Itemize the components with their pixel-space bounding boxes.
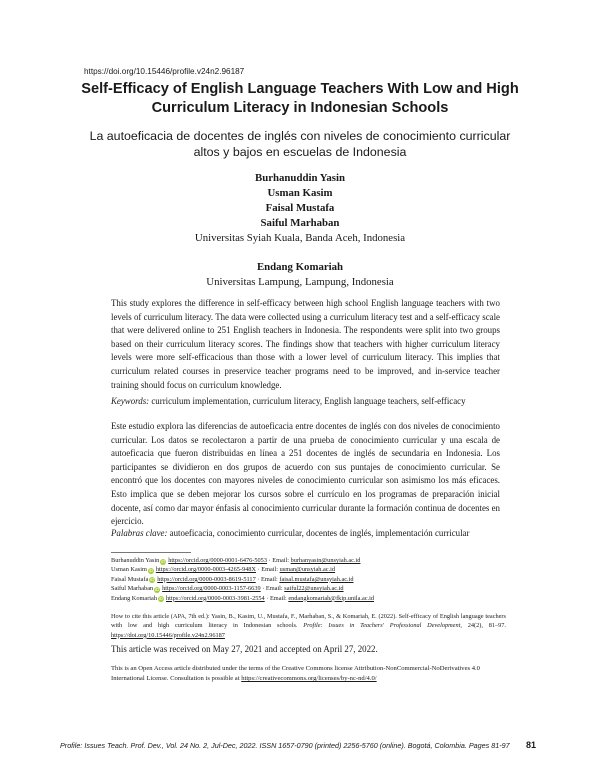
keywords-label: Palabras clave:	[111, 528, 168, 538]
keywords-text: autoeficacia, conocimiento curricular, docentes de inglés, implementación curricular	[169, 528, 470, 538]
footnote-row: Burhanuddin Yasin iD https://orcid.org/0000-0001-6476-5053 · Email: burhanyasin@unsyiah.ac.id	[111, 557, 361, 564]
email-link[interactable]: burhanyasin@unsyiah.ac.id	[290, 557, 361, 564]
page-number: 81	[526, 740, 537, 750]
abstract-en: This study explores the difference in self-efficacy between high school English language teachers with two levels of curriculum literacy. The data were collected using a curriculum literacy test and a self-efficacy scale that were delivered online to 251 English teachers in Indonesia. The respondents were split into two groups based on their curriculum literacy scores. The findings show that teachers with higher curriculum literacy levels were more self-efficacious than those with a lower level of curriculum literacy. This implies that curriculum related courses in preservice teacher programs need to be improved, and in-service teacher training should focus on curriculum knowledge.	[111, 298, 500, 390]
citation-doi-link[interactable]: https://doi.org/10.15446/profile.v24n2.96187	[111, 631, 225, 639]
orcid-link[interactable]: https://orcid.org/0000-0003-8619-5117	[157, 575, 256, 583]
citation-note: How to cite this article (APA, 7th ed.): Yasin, B., Kasim, U., Mustafa, F., Marhaban, S., & Komariah, E. (2022). Self-efficacy of English language teachers with low and high curriculum literacy in Indonesian schools. Profile: Issues in Teachers' Professional Development, 24(2), 81–97. https://doi.org/10.15446/profile.v24n2.96187	[111, 613, 507, 639]
page-footer: Profile: Issues Teach. Prof. Dev., Vol. 24 No. 2, Jul-Dec, 2022. ISSN 1657-0790 (printed) 2256-5760 (online). Bogotá, Colombia. Pages 81-97	[60, 741, 510, 750]
affiliation: Universitas Lampung, Lampung, Indonesia	[206, 276, 394, 288]
received-note: This article was received on May 27, 2021 and accepted on April 27, 2022.	[111, 644, 378, 654]
orcid-link[interactable]: https://orcid.org/0000-0001-6476-5053	[168, 557, 267, 564]
affiliation: Universitas Syiah Kuala, Banda Aceh, Indonesia	[194, 232, 406, 244]
footnote-row: Saiful Marhaban iD https://orcid.org/0000-0003-1157-6639 · Email: saiful22@unsyiah.ac.id	[111, 585, 344, 593]
abstract-es: Este estudio explora las diferencias de autoeficacia entre docentes de inglés con dos niveles de conocimiento curricular. Los datos se recolectaron a partir de una prueba de conocimiento curricular y una escala de autoeficacia que fueron distribuidas en línea a 251 docentes de inglés de secundaria en Indonesia. Los participantes se dividieron en dos grupos de acuerdo con sus puntajes de conocimiento curricular. Se encontró que los docentes con mayores niveles de conocimiento curricular son asimismo los más eficaces. Esto implica que se deben mejorar los cursos sobre el currículo en los programas de preparación inicial docente, así como dar mayor énfasis al conocimiento curricular durante la formación continua de docentes en ejercicio.	[111, 421, 500, 527]
keywords-label: Keywords:	[111, 396, 150, 406]
journal-name: Profile: Issues in Teachers' Professional Development,	[303, 622, 462, 630]
email-link[interactable]: endangkomariah@fkip.unila.ac.id	[288, 594, 375, 602]
authors-block	[80, 171, 520, 246]
footnote-row: Faisal Mustafa iD https://orcid.org/0000-0003-8619-5117 · Email: faisal.mustafa@unsyiah.ac.id	[111, 575, 354, 583]
orcid-link[interactable]: https://orcid.org/0000-0003-1157-6639	[162, 585, 261, 593]
license-link[interactable]: https://creativecommons.org/licenses/by-nc-nd/4.0/	[241, 675, 377, 683]
article-title-en: Self-Efficacy of English Language Teachers With Low and High Curriculum Literacy in Indonesian Schools	[81, 81, 519, 116]
orcid-icon: iD	[150, 577, 155, 583]
footnote-row: Endang Komariah iD https://orcid.org/0000-0003-3981-2554 · Email: endangkomariah@fkip.unila.ac.id	[111, 594, 375, 602]
orcid-link[interactable]: https://orcid.org/0000-0003-4265-948X	[155, 566, 256, 574]
author-name: Faisal Mustafa	[265, 202, 335, 214]
email-link[interactable]: faisal.mustafa@unsyiah.ac.id	[279, 575, 354, 583]
footnote-row: Usman Kasim iD https://orcid.org/0000-0003-4265-948X · Email: usman@unsyiah.ac.id	[111, 566, 336, 574]
license-note: This is an Open Access article distributed under the terms of the Creative Commons license Attribution-NonCommercial-NoDerivatives 4.0 International License. Consultation is possible at https://creativecommons.org/licenses/by-nc-nd/4.0/	[111, 665, 480, 683]
orcid-link[interactable]: https://orcid.org/0000-0003-3981-2554	[166, 594, 265, 602]
doi-link[interactable]: https://doi.org/10.15446/profile.v24n2.96187	[84, 67, 245, 76]
email-link[interactable]: usman@unsyiah.ac.id	[279, 566, 336, 574]
author-name: Burhanuddin Yasin	[255, 172, 345, 184]
author-name: Endang Komariah	[256, 261, 344, 273]
author-name: Usman Kasim	[267, 187, 333, 199]
footnote-divider	[111, 552, 191, 553]
keywords-en	[111, 395, 500, 409]
orcid-icon: iD	[158, 596, 164, 602]
keywords-es	[111, 527, 500, 541]
authors-block-2	[80, 260, 520, 290]
article-title-es: La autoeficacia de docentes de inglés con niveles de conocimiento curricular altos y bajos en escuelas de Indonesia	[89, 129, 511, 159]
author-footnotes	[111, 556, 506, 603]
orcid-icon: iD	[155, 586, 160, 592]
orcid-icon: iD	[148, 567, 153, 573]
orcid-icon: iD	[161, 558, 166, 564]
author-name: Saiful Marhaban	[260, 217, 340, 229]
email-link[interactable]: saiful22@unsyiah.ac.id	[284, 585, 344, 593]
keywords-text: curriculum implementation, curriculum literacy, English language teachers, self-efficacy	[151, 396, 466, 406]
